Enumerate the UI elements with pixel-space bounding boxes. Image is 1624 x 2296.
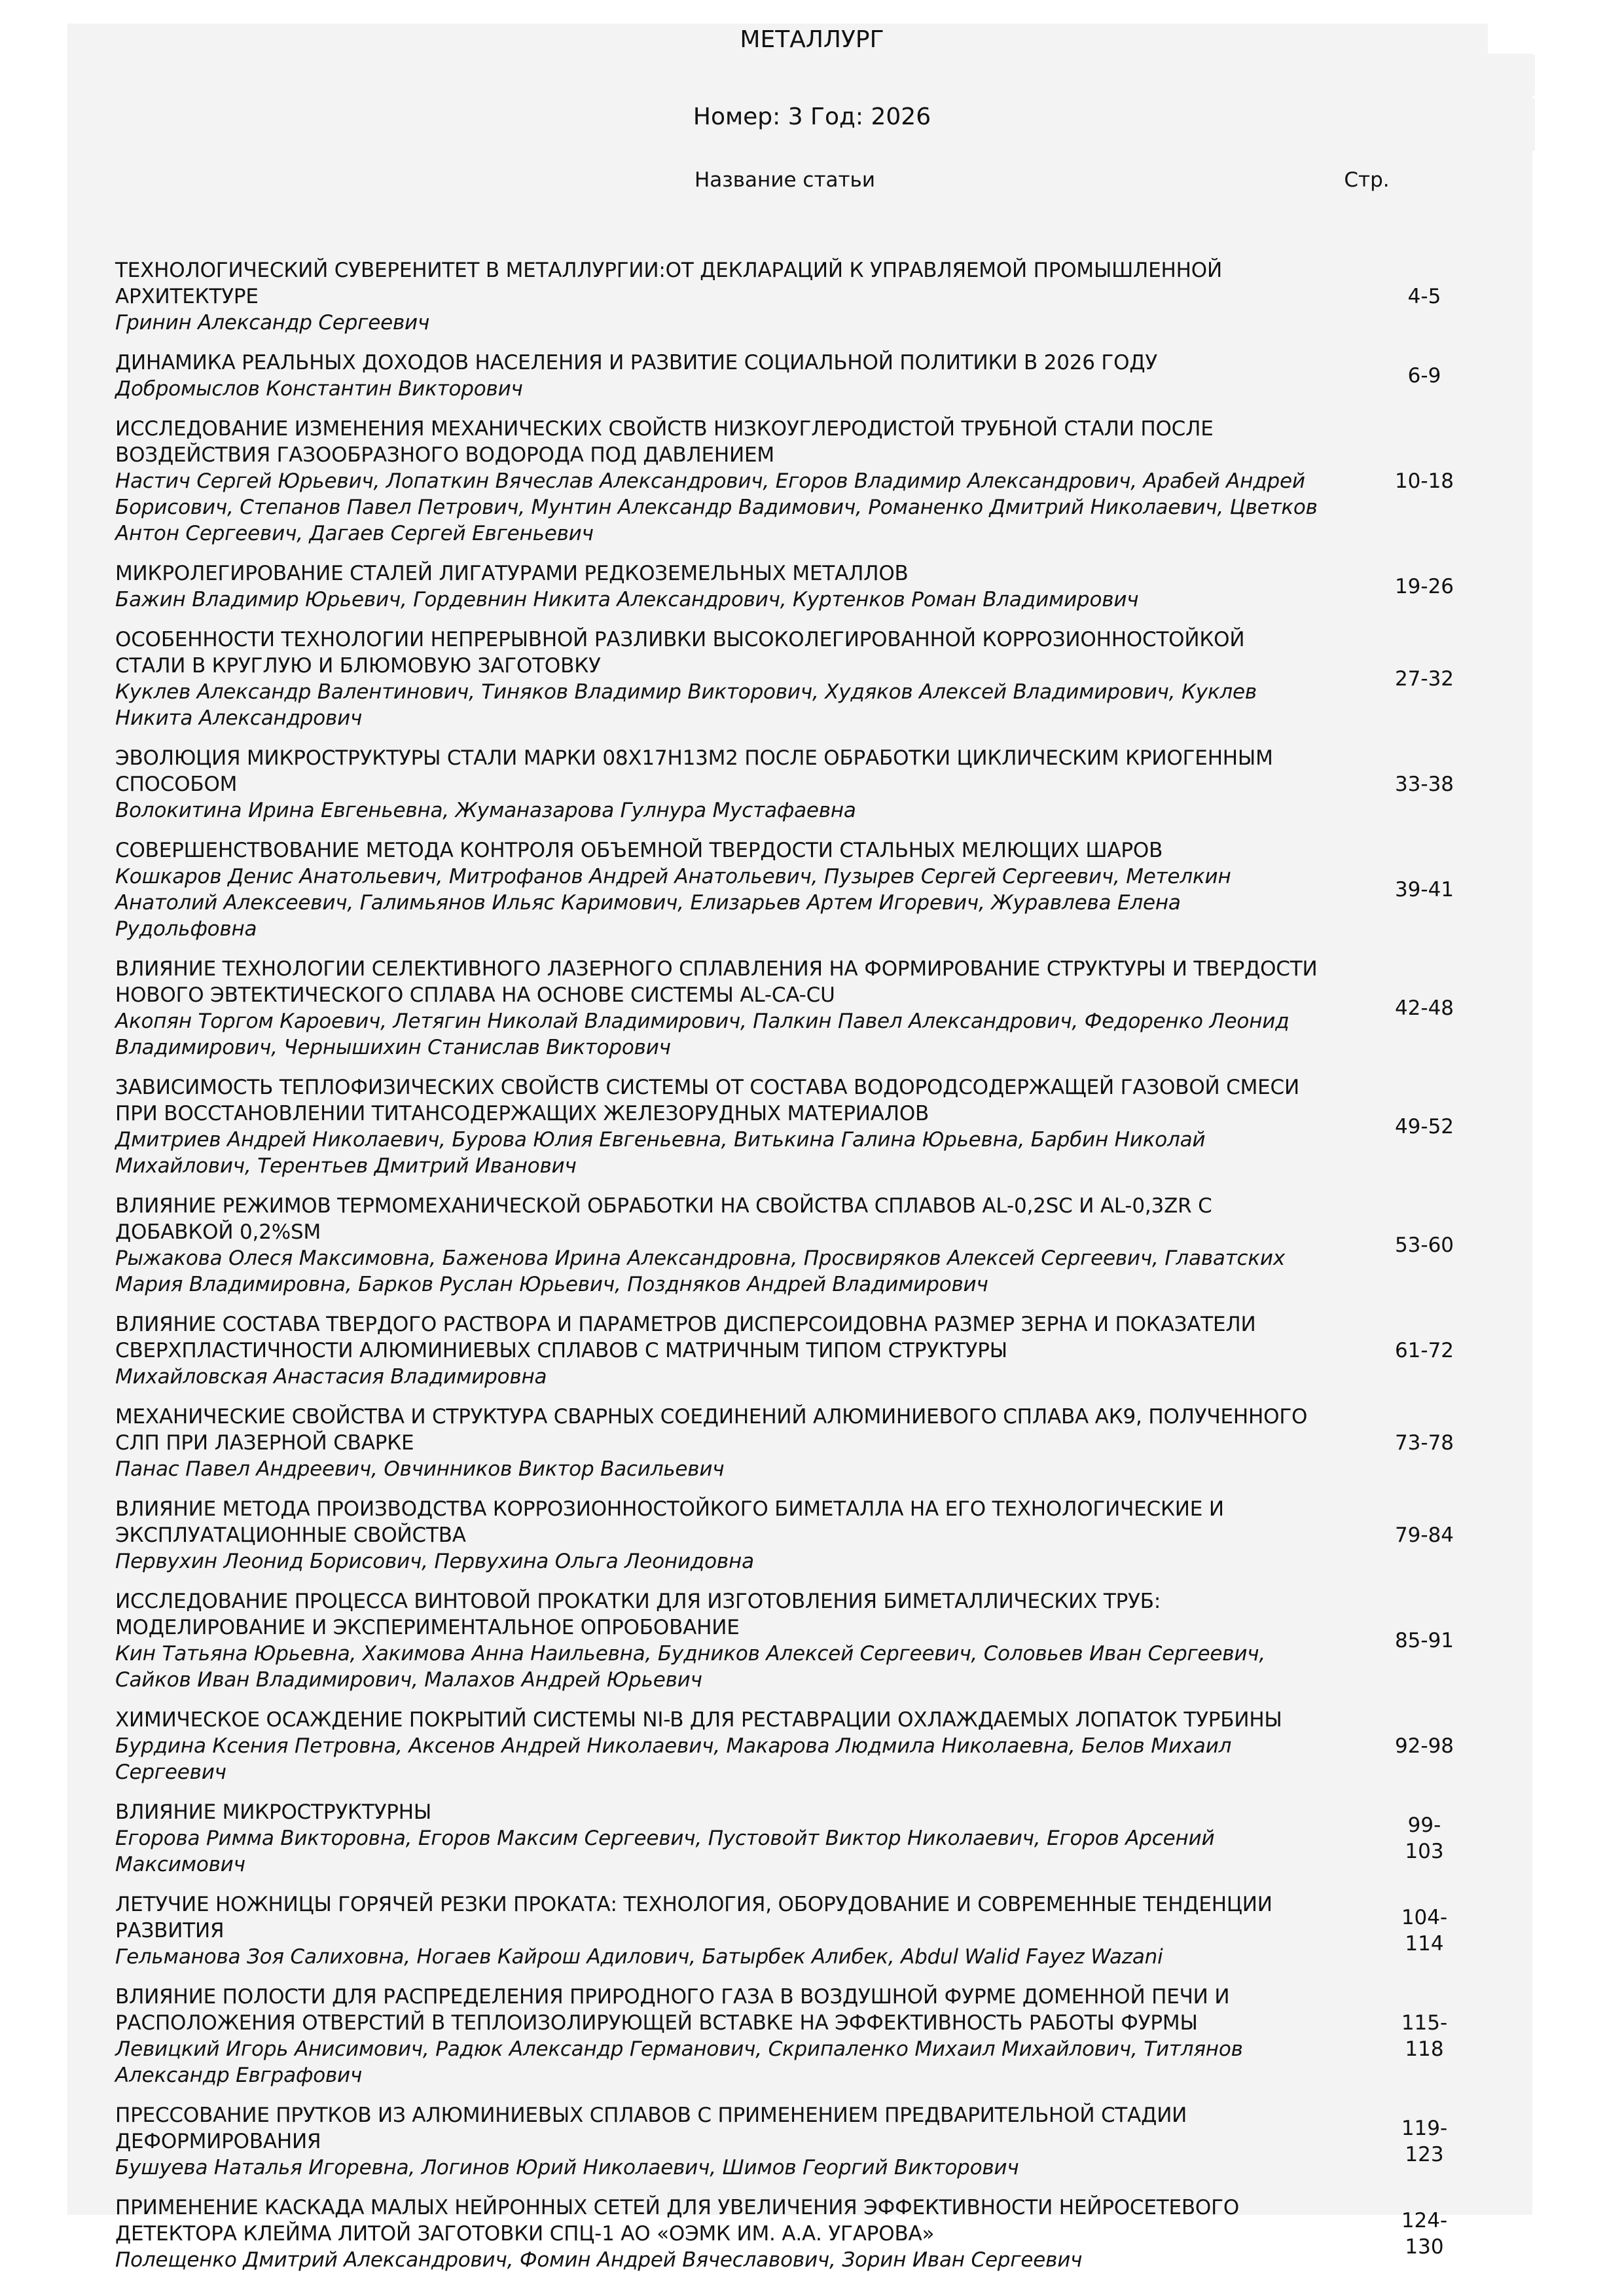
article-authors: Егорова Римма Викторовна, Егоров Максим Сергеевич, Пустовойт Виктор Николаевич, Егоров Арсений Максимович [115, 1827, 1215, 1876]
toc-entry[interactable] [115, 1074, 1503, 1179]
entry-text [115, 1984, 1320, 2088]
article-pages: 104- 114 [1401, 1906, 1448, 1956]
toc-entry[interactable] [115, 627, 1503, 731]
article-pages: 115- 118 [1401, 2011, 1448, 2061]
entry-text [115, 1404, 1320, 1482]
article-authors: Первухин Леонид Борисович, Первухина Ольга Леонидовна [115, 1550, 754, 1573]
article-authors: Бушуева Наталья Игоревна, Логинов Юрий Николаевич, Шимов Георгий Викторович [115, 2156, 1019, 2179]
table-of-contents [115, 257, 1503, 2287]
article-pages: 6-9 [1407, 364, 1441, 388]
entry-text [115, 745, 1320, 824]
entry-text [115, 1193, 1320, 1298]
article-title[interactable]: МЕХАНИЧЕСКИЕ СВОЙСТВА И СТРУКТУРА СВАРНЫХ СОЕДИНЕНИЙ АЛЮМИНИЕВОГО СПЛАВА АК9, ПОЛУЧЕННОГО СЛП ПРИ ЛАЗЕРНОЙ СВАРКЕ [115, 1405, 1308, 1455]
toc-entry[interactable] [115, 1984, 1503, 2088]
article-pages: 92-98 [1394, 1734, 1454, 1758]
scan-edge [1494, 55, 1535, 96]
article-title[interactable]: МИКРОЛЕГИРОВАНИЕ СТАЛЕЙ ЛИГАТУРАМИ РЕДКОЗЕМЕЛЬНЫХ МЕТАЛЛОВ [115, 562, 909, 585]
article-title[interactable]: ИССЛЕДОВАНИЕ ИЗМЕНЕНИЯ МЕХАНИЧЕСКИХ СВОЙСТВ НИЗКОУГЛЕРОДИСТОЙ ТРУБНОЙ СТАЛИ ПОСЛЕ ВОЗДЕЙСТВИЯ ГАЗООБРАЗНОГО ВОДОРОДА ПОД ДАВЛЕНИЕМ [115, 417, 1214, 467]
toc-entry[interactable] [115, 1891, 1503, 1970]
article-title[interactable]: ВЛИЯНИЕ СОСТАВА ТВЕРДОГО РАСТВОРА И ПАРАМЕТРОВ ДИСПЕРСОИДОВНА РАЗМЕР ЗЕРНА И ПОКАЗАТЕЛИ СВЕРХПЛАСТИЧНОСТИ АЛЮМИНИЕВЫХ СПЛАВОВ С МАТРИЧНЫМ ТИПОМ СТРУКТУРЫ [115, 1313, 1256, 1362]
article-authors: Акопян Торгом Кароевич, Летягин Николай Владимирович, Палкин Павел Александрович, Федоренко Леонид Владимирович, Чернышихин Станислав Викторович [115, 1010, 1290, 1059]
toc-entry[interactable] [115, 1496, 1503, 1575]
entry-text [115, 2195, 1320, 2273]
toc-entry[interactable] [115, 2195, 1503, 2273]
article-authors: Кин Татьяна Юрьевна, Хакимова Анна Наильевна, Будников Алексей Сергеевич, Соловьев Иван Сергеевич, Сайков Иван Владимирович, Малахов Андрей Юрьевич [115, 1642, 1266, 1692]
article-pages: 39-41 [1394, 878, 1454, 902]
article-pages: 27-32 [1394, 667, 1454, 691]
entry-text [115, 1891, 1320, 1970]
article-authors: Кошкаров Денис Анатольевич, Митрофанов Андрей Анатольевич, Пузырев Сергей Сергеевич, Метелкин Анатолий Алексеевич, Галимьянов Ильяс Каримович, Елизарьев Артем Игоревич, Журавлева Елена Рудольфовна [115, 865, 1231, 941]
entry-text [115, 837, 1320, 942]
toc-entry[interactable] [115, 257, 1503, 336]
toc-entry[interactable] [115, 745, 1503, 824]
article-pages: 99- 103 [1405, 1813, 1444, 1863]
entry-text [115, 1707, 1320, 1785]
article-title[interactable]: ВЛИЯНИЕ РЕЖИМОВ ТЕРМОМЕХАНИЧЕСКОЙ ОБРАБОТКИ НА СВОЙСТВА СПЛАВОВ AL-0,2SC И AL-0,3ZR С ДОБАВКОЙ 0,2%SM [115, 1194, 1212, 1244]
article-authors: Михайловская Анастасия Владимировна [115, 1365, 547, 1389]
article-title[interactable]: ДИНАМИКА РЕАЛЬНЫХ ДОХОДОВ НАСЕЛЕНИЯ И РАЗВИТИЕ СОЦИАЛЬНОЙ ПОЛИТИКИ В 2026 ГОДУ [115, 351, 1158, 374]
article-pages: 73-78 [1394, 1431, 1454, 1455]
entry-text [115, 1588, 1320, 1693]
toc-entry[interactable] [115, 1193, 1503, 1298]
entry-text [115, 1311, 1320, 1390]
article-authors: Панас Павел Андреевич, Овчинников Виктор Васильевич [115, 1457, 725, 1481]
article-pages: 19-26 [1394, 575, 1454, 598]
article-pages: 10-18 [1394, 469, 1454, 493]
article-title[interactable]: ПРЕССОВАНИЕ ПРУТКОВ ИЗ АЛЮМИНИЕВЫХ СПЛАВОВ С ПРИМЕНЕНИЕМ ПРЕДВАРИТЕЛЬНОЙ СТАДИИ ДЕФОРМИРОВАНИЯ [115, 2104, 1187, 2153]
article-authors: Полещенко Дмитрий Александрович, Фомин Андрей Вячеславович, Зорин Иван Сергеевич [115, 2248, 1083, 2272]
article-pages: 119- 123 [1401, 2117, 1448, 2166]
article-title[interactable]: ОСОБЕННОСТИ ТЕХНОЛОГИИ НЕПРЕРЫВНОЙ РАЗЛИВКИ ВЫСОКОЛЕГИРОВАННОЙ КОРРОЗИОННОСТОЙКОЙ СТАЛИ В КРУГЛУЮ И БЛЮМОВУЮ ЗАГОТОВКУ [115, 628, 1245, 678]
entry-text [115, 2102, 1320, 2181]
article-authors: Добромыслов Константин Викторович [115, 377, 523, 401]
article-pages: 124- 130 [1401, 2209, 1448, 2259]
toc-entry[interactable] [115, 956, 1503, 1061]
article-title[interactable]: ХИМИЧЕСКОЕ ОСАЖДЕНИЕ ПОКРЫТИЙ СИСТЕМЫ NI-B ДЛЯ РЕСТАВРАЦИИ ОХЛАЖДАЕМЫХ ЛОПАТОК ТУРБИНЫ [115, 1708, 1282, 1732]
article-authors: Волокитина Ирина Евгеньевна, Жуманазарова Гулнура Мустафаевна [115, 799, 856, 822]
article-authors: Бажин Владимир Юрьевич, Гордевнин Никита Александрович, Куртенков Роман Владимирович [115, 588, 1139, 611]
column-header-pages: Стр. [1344, 168, 1390, 192]
article-title[interactable]: ПРИМЕНЕНИЕ КАСКАДА МАЛЫХ НЕЙРОННЫХ СЕТЕЙ ДЛЯ УВЕЛИЧЕНИЯ ЭФФЕКТИВНОСТИ НЕЙРОСЕТЕВОГО ДЕТЕКТОРА КЛЕЙМА ЛИТОЙ ЗАГОТОВКИ СПЦ-1 АО «ОЭМК ИМ. А.А. УГАРОВА» [115, 2196, 1240, 2246]
article-pages: 85-91 [1394, 1629, 1454, 1652]
entry-text [115, 560, 1320, 613]
toc-entry[interactable] [115, 350, 1503, 402]
toc-entry[interactable] [115, 1311, 1503, 1390]
toc-entry[interactable] [115, 837, 1503, 942]
entry-text [115, 350, 1320, 402]
journal-title: МЕТАЛЛУРГ [740, 26, 884, 53]
article-title[interactable]: ЗАВИСИМОСТЬ ТЕПЛОФИЗИЧЕСКИХ СВОЙСТВ СИСТЕМЫ ОТ СОСТАВА ВОДОРОДСОДЕРЖАЩЕЙ ГАЗОВОЙ СМЕСИ ПРИ ВОССТАНОВЛЕНИИ ТИТАНСОДЕРЖАЩИХ ЖЕЛЕЗОРУДНЫХ МАТЕРИАЛОВ [115, 1076, 1299, 1125]
article-authors: Гринин Александр Сергеевич [115, 311, 430, 335]
article-authors: Левицкий Игорь Анисимович, Радюк Александр Германович, Скрипаленко Михаил Михайлович, Титлянов Александр Евграфович [115, 2037, 1243, 2087]
article-authors: Дмитриев Андрей Николаевич, Бурова Юлия Евгеньевна, Витькина Галина Юрьевна, Барбин Николай Михайлович, Терентьев Дмитрий Иванович [115, 1128, 1206, 1178]
toc-entry[interactable] [115, 1799, 1503, 1878]
article-pages: 4-5 [1407, 285, 1441, 308]
toc-entry[interactable] [115, 416, 1503, 547]
toc-entry[interactable] [115, 560, 1503, 613]
entry-text [115, 257, 1320, 336]
toc-entry[interactable] [115, 2102, 1503, 2181]
article-authors: Бурдина Ксения Петровна, Аксенов Андрей Николаевич, Макарова Людмила Николаевна, Белов Михаил Сергеевич [115, 1734, 1232, 1784]
article-pages: 42-48 [1394, 996, 1454, 1020]
toc-entry[interactable] [115, 1404, 1503, 1482]
column-header-title: Название статьи [695, 168, 875, 192]
article-authors: Куклев Александр Валентинович, Тиняков Владимир Викторович, Худяков Алексей Владимирович, Куклев Никита Александрович [115, 680, 1257, 730]
article-title[interactable]: ВЛИЯНИЕ ПОЛОСТИ ДЛЯ РАСПРЕДЕЛЕНИЯ ПРИРОДНОГО ГАЗА В ВОЗДУШНОЙ ФУРМЕ ДОМЕННОЙ ПЕЧИ И РАСПОЛОЖЕНИЯ ОТВЕРСТИЙ В ТЕПЛОИЗОЛИРУЮЩЕЙ ВСТАВКЕ НА ЭФФЕКТИВНОСТЬ РАБОТЫ ФУРМЫ [115, 1985, 1230, 2035]
article-pages: 33-38 [1394, 773, 1454, 796]
toc-entry[interactable] [115, 1707, 1503, 1785]
article-authors: Настич Сергей Юрьевич, Лопаткин Вячеслав Александрович, Егоров Владимир Александрович, Арабей Андрей Борисович, Степанов Павел Петрович, Мунтин Александр Вадимович, Романенко Дмитрий Николаевич, Цветков Антон Сергеевич, Дагаев Сергей Евгеньевич [115, 469, 1318, 545]
article-title[interactable]: ВЛИЯНИЕ МИКРОСТРУКТУРНЫ [115, 1800, 432, 1824]
entry-text [115, 956, 1320, 1061]
entry-text [115, 1496, 1320, 1575]
article-authors: Рыжакова Олеся Максимовна, Баженова Ирина Александровна, Просвиряков Алексей Сергеевич, Главатских Мария Владимировна, Барков Руслан Юрьевич, Поздняков Андрей Владимирович [115, 1247, 1286, 1296]
entry-text [115, 416, 1320, 547]
article-title[interactable]: ЭВОЛЮЦИЯ МИКРОСТРУКТУРЫ СТАЛИ МАРКИ 08Х17Н13М2 ПОСЛЕ ОБРАБОТКИ ЦИКЛИЧЕСКИМ КРИОГЕННЫМ СПОСОБОМ [115, 746, 1273, 796]
article-title[interactable]: ВЛИЯНИЕ МЕТОДА ПРОИЗВОДСТВА КОРРОЗИОННОСТОЙКОГО БИМЕТАЛЛА НА ЕГО ТЕХНОЛОГИЧЕСКИЕ И ЭКСПЛУАТАЦИОННЫЕ СВОЙСТВА [115, 1497, 1224, 1547]
article-pages: 49-52 [1394, 1115, 1454, 1139]
article-pages: 79-84 [1394, 1523, 1454, 1547]
toc-entry[interactable] [115, 1588, 1503, 1693]
entry-text [115, 627, 1320, 731]
entry-text [115, 1074, 1320, 1179]
entry-text [115, 1799, 1320, 1878]
article-authors: Гельманова Зоя Салиховна, Ногаев Кайрош Адилович, Батырбек Алибек, Abdul Walid Fayez Wazani [115, 1945, 1163, 1969]
article-pages: 53-60 [1394, 1233, 1454, 1257]
article-title[interactable]: ИССЛЕДОВАНИЕ ПРОЦЕССА ВИНТОВОЙ ПРОКАТКИ ДЛЯ ИЗГОТОВЛЕНИЯ БИМЕТАЛЛИЧЕСКИХ ТРУБ: МОДЕЛИРОВАНИЕ И ЭКСПЕРИМЕНТАЛЬНОЕ ОПРОБОВАНИЕ [115, 1590, 1161, 1639]
article-title[interactable]: ТЕХНОЛОГИЧЕСКИЙ СУВЕРЕНИТЕТ В МЕТАЛЛУРГИИ:ОТ ДЕКЛАРАЦИЙ К УПРАВЛЯЕМОЙ ПРОМЫШЛЕННОЙ АРХИТЕКТУРЕ [115, 259, 1222, 308]
article-title[interactable]: ЛЕТУЧИЕ НОЖНИЦЫ ГОРЯЧЕЙ РЕЗКИ ПРОКАТА: ТЕХНОЛОГИЯ, ОБОРУДОВАНИЕ И СОВРЕМЕННЫЕ ТЕНДЕНЦИИ РАЗВИТИЯ [115, 1893, 1272, 1942]
issue-line: Номер: 3 Год: 2026 [693, 103, 931, 130]
article-pages: 61-72 [1394, 1339, 1454, 1362]
article-title[interactable]: СОВЕРШЕНСТВОВАНИЕ МЕТОДА КОНТРОЛЯ ОБЪЕМНОЙ ТВЕРДОСТИ СТАЛЬНЫХ МЕЛЮЩИХ ШАРОВ [115, 839, 1163, 862]
article-title[interactable]: ВЛИЯНИЕ ТЕХНОЛОГИИ СЕЛЕКТИВНОГО ЛАЗЕРНОГО СПЛАВЛЕНИЯ НА ФОРМИРОВАНИЕ СТРУКТУРЫ И ТВЕРДОСТИ НОВОГО ЭВТЕКТИЧЕСКОГО СПЛАВА НА ОСНОВЕ СИСТЕМЫ AL-CA-CU [115, 957, 1318, 1007]
